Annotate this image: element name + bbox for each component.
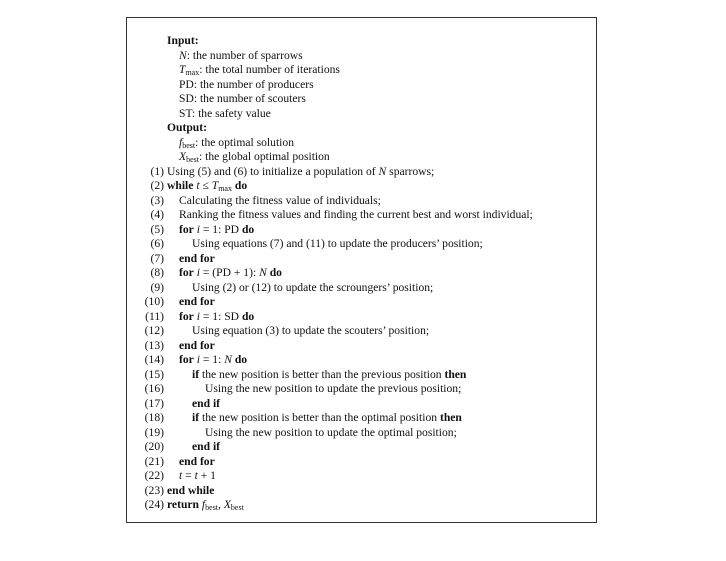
step-number: (4) xyxy=(150,208,164,221)
step-number: (19) xyxy=(144,425,164,439)
step-number: (22) xyxy=(144,469,164,482)
step-text: for i = 1: N do xyxy=(179,353,248,366)
step-text: Using equation (3) to update the scouters’ position; xyxy=(192,324,430,337)
step-text: Using equations (7) and (11) to update the producers’ position; xyxy=(192,237,483,250)
step-text: if the new position is better than the optimal position then xyxy=(192,411,462,424)
output-label: Output: xyxy=(167,121,207,134)
step-text: end for xyxy=(179,454,215,468)
step-text: end for xyxy=(179,338,215,352)
step-number: (11) xyxy=(145,309,164,323)
step-number: (23) xyxy=(144,483,164,497)
step-text: t = t + 1 xyxy=(179,469,216,482)
step-number: (20) xyxy=(144,440,164,453)
step-number: (10) xyxy=(144,295,164,308)
step-number: (5) xyxy=(150,222,164,236)
step-text: return $f_{best}$, $X_{best}$ xyxy=(167,498,244,512)
step-text: end if xyxy=(192,440,221,453)
step-number: (13) xyxy=(144,338,164,352)
step-number: (7) xyxy=(150,251,164,265)
step-text: end while xyxy=(167,483,215,497)
step-number: (16) xyxy=(144,382,164,395)
step-text: end if xyxy=(192,396,221,410)
step-text: for i = 1: SD do xyxy=(179,309,255,323)
step-text: end for xyxy=(179,251,215,265)
step-text: Using (2) or (12) to update the scroungers’ position; xyxy=(192,280,434,294)
step-number: (15) xyxy=(144,367,164,381)
step-number: (17) xyxy=(144,396,164,410)
step-text: Using the new position to update the optimal position; xyxy=(205,425,457,439)
algorithm-box: Input: N: the number of sparrows $T_{max}$: the total number of iterations PD: the number of producers SD: the number of scouters ST: the safety value Output: $f_{best}$: the optimal solution $X_{best}$: the global optimal position (1) Using (5) and (6) to initialize a population of N sparrows; (2) while $t \le T_{max}$ do (3) Calculating the fitness value of individuals; (4) Ranking the fitness values and finding the current best and worst individual; (5) for i = 1: PD do (6) Using equations (7) and (11) to update the producers’ position; (7) end for (8) for i = (PD + 1): N do (9) Using (2) or (12) to update the scroungers’ position; (10) end for (11) for i = 1: SD do (12) Using equation (3) to update the scouters’ position; (13) end for (14) for i = 1: N do (15) if the new position is better than the previous position then (16) Using the new position to update the previous position; (17) end if (18) if the new position is better than the optimal position then (19) Using the new position to update the optimal position; (20) end if (21) end for (22) t = t + 1 (23) end while (24) return $f_{best}$, $X_{best}$ xyxy=(126,17,597,523)
step-text: while $t \le T_{max}$ do xyxy=(167,179,248,193)
step-text: end for xyxy=(179,295,215,308)
step-number: (18) xyxy=(144,411,164,424)
step-number: (14) xyxy=(144,353,164,366)
step-number: (6) xyxy=(150,237,164,250)
step-text: Using (5) and (6) to initialize a population of N sparrows; xyxy=(167,164,435,178)
step-text: Using the new position to update the previous position; xyxy=(205,382,462,395)
input-label: Input: xyxy=(167,34,199,47)
step-text: if the new position is better than the previous position then xyxy=(192,367,467,381)
step-number: (2) xyxy=(150,179,164,192)
step-number: (21) xyxy=(144,454,164,468)
step-text: Calculating the fitness value of individuals; xyxy=(179,193,381,207)
step-text: for i = 1: PD do xyxy=(179,222,255,236)
step-number: (9) xyxy=(150,280,164,294)
step-number: (3) xyxy=(150,193,164,207)
step-text: Ranking the fitness values and finding the current best and worst individual; xyxy=(179,208,533,221)
step-number: (12) xyxy=(144,324,164,337)
step-number: (24) xyxy=(144,498,164,511)
step-text: for i = (PD + 1): N do xyxy=(179,266,282,279)
step-number: (8) xyxy=(150,266,164,279)
step-number: (1) xyxy=(150,164,164,178)
